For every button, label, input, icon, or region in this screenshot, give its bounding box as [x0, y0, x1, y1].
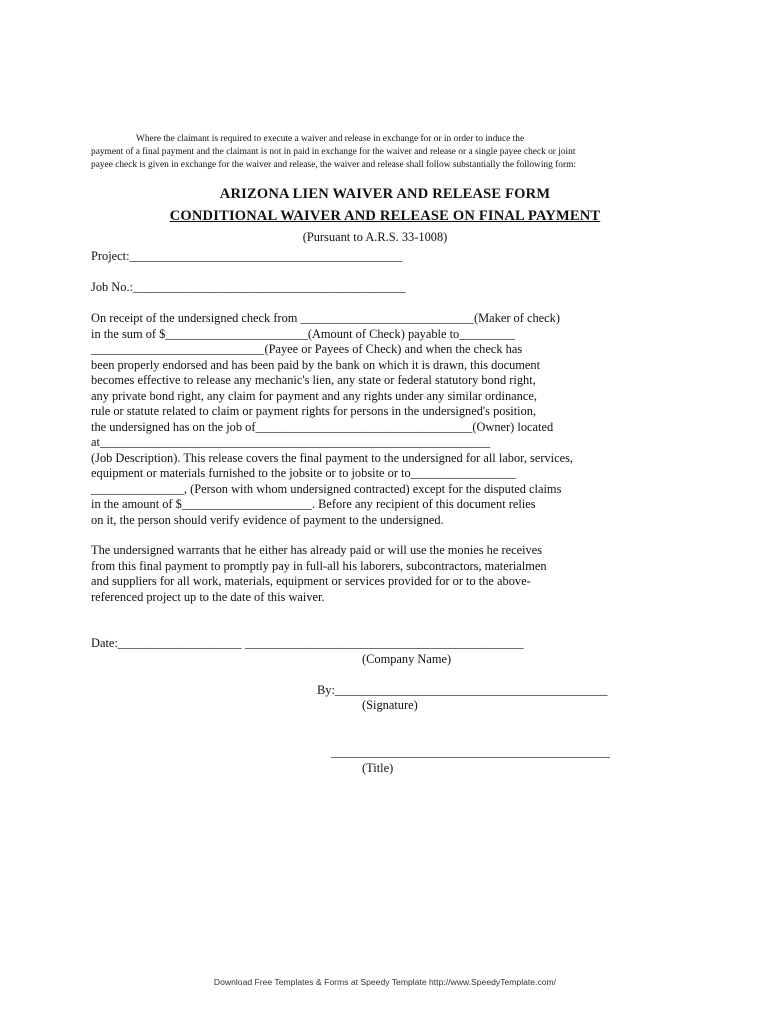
intro-line-3: payee check is given in exchange for the waiver and release, the waiver and release shall follow substantially the following form:	[91, 160, 576, 170]
project-field[interactable]: Project:____________________________________________	[91, 249, 403, 263]
paragraph-1-line: becomes effective to release any mechanic's lien, any state or federal statutory bond right,	[91, 373, 536, 387]
paragraph-1-line: been properly endorsed and has been paid by the bank on which it is drawn, this document	[91, 357, 541, 372]
title-label: (Title)	[362, 761, 394, 775]
paragraph-1-line: (Job Description). This release covers the final payment to the undersigned for all labor, services,	[91, 450, 574, 465]
paragraph-1-line: _______________, (Person with whom undersigned contracted) except for the disputed claims	[91, 481, 562, 496]
paragraph-1-line: in the sum of $_______________________(Amount of Check) payable to_________	[91, 326, 515, 341]
paragraph-1-line: equipment or materials furnished to the jobsite or to jobsite or to_________________	[91, 466, 517, 480]
company-name-label: (Company Name)	[362, 652, 452, 666]
intro-line-2: payment of a final payment and the claimant is not in paid in exchange for the waiver and release or a single payee check or joint	[91, 147, 576, 157]
form-title: ARIZONA LIEN WAIVER AND RELEASE FORM	[219, 186, 551, 202]
paragraph-1-line: any private bond right, any claim for payment and any rights under any similar ordinance,	[91, 388, 537, 403]
paragraph-1-line: on it, the person should verify evidence of payment to the undersigned.	[91, 512, 444, 527]
paragraph-2	[91, 543, 547, 605]
paragraph-1-line: On receipt of the undersigned check from ____________________________(Maker of check)	[91, 311, 560, 325]
paragraph-1-line: rule or statute related to claim or payment rights for persons in the undersigned's position,	[91, 404, 537, 418]
paragraph-2-line: from this final payment to promptly pay in full-all his laborers, subcontractors, materialmen	[91, 558, 547, 573]
form-subtitle: CONDITIONAL WAIVER AND RELEASE ON FINAL PAYMENT	[169, 208, 601, 224]
paragraph-2-line: referenced project up to the date of this waiver.	[91, 589, 325, 604]
paragraph-1	[91, 311, 573, 528]
paragraph-1-line: in the amount of $_____________________. Before any recipient of this document relies	[91, 497, 536, 511]
job-number-field[interactable]: Job No.:____________________________________________	[91, 280, 406, 294]
paragraph-1-line: the undersigned has on the job of___________________________________(Owner) located	[91, 419, 554, 434]
paragraph-1-line: ____________________________(Payee or Payees of Check) and when the check has	[91, 342, 523, 356]
signature-label: (Signature)	[362, 698, 418, 712]
paragraph-2-line: and suppliers for all work, materials, equipment or services provided for or to the above-	[91, 574, 531, 588]
statute-reference: (Pursuant to A.R.S. 33-1008)	[302, 230, 448, 244]
paragraph-2-line: The undersigned warrants that he either has already paid or will use the monies he receives	[91, 543, 543, 557]
paragraph-1-line: at_______________________________________________________________	[91, 435, 491, 449]
title-line[interactable]: _____________________________________________	[331, 745, 610, 759]
intro-line-1: Where the claimant is required to execute a waiver and release in exchange for or in order to induce the	[136, 134, 525, 144]
footer-text: Download Free Templates & Forms at Speedy Template http://www.SpeedyTemplate.com/	[213, 977, 557, 987]
signature-line[interactable]: By:____________________________________________	[317, 683, 608, 697]
date-company-line[interactable]: Date:____________________ _____________________________________________	[91, 636, 524, 650]
